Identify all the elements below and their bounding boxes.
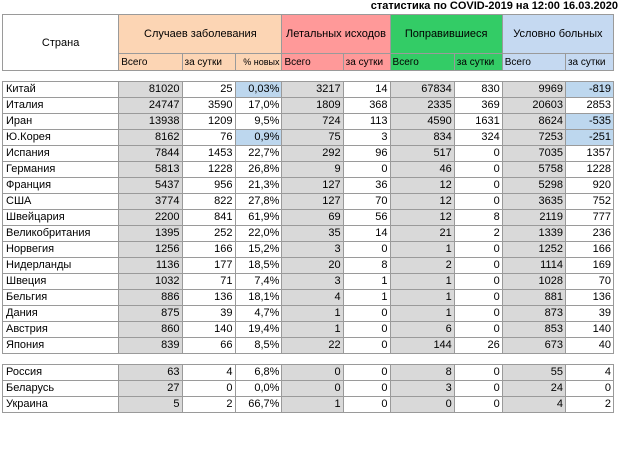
deaths-total-cell: 1 [282,397,343,413]
country-cell: Франция [3,178,119,194]
sick-total-cell: 1028 [502,274,565,290]
cases-total-cell: 1136 [119,258,182,274]
cases-day-cell: 0 [182,381,235,397]
deaths-total-cell: 3 [282,274,343,290]
recovered-day-cell: 830 [454,82,502,98]
recovered-total-cell: 12 [390,194,454,210]
header-row-groups [3,15,614,54]
sick-day-cell: 136 [565,290,613,306]
table-row [3,146,614,162]
deaths-day-cell: 0 [343,306,390,322]
header-recovered-day: за сутки [454,54,502,71]
cases-day-cell: 140 [182,322,235,338]
recovered-day-cell: 8 [454,210,502,226]
table-row [3,258,614,274]
header-sick-total: Всего [502,54,565,71]
sick-total-cell: 873 [502,306,565,322]
country-cell: Нидерланды [3,258,119,274]
deaths-day-cell: 0 [343,162,390,178]
cases-day-cell: 25 [182,82,235,98]
cases-total-cell: 875 [119,306,182,322]
country-cell: Великобритания [3,226,119,242]
cases-day-cell: 136 [182,290,235,306]
sick-day-cell: 236 [565,226,613,242]
deaths-total-cell: 1 [282,322,343,338]
recovered-day-cell: 0 [454,178,502,194]
table-row [3,397,614,413]
deaths-total-cell: 0 [282,365,343,381]
cases-day-cell: 3590 [182,98,235,114]
cases-pct-cell: 4,7% [235,306,282,322]
sick-day-cell: 2853 [565,98,613,114]
deaths-day-cell: 14 [343,82,390,98]
deaths-total-cell: 127 [282,194,343,210]
sick-total-cell: 1339 [502,226,565,242]
cases-pct-cell: 0,0% [235,381,282,397]
sick-day-cell: 1228 [565,162,613,178]
table-row [3,381,614,397]
recovered-day-cell: 2 [454,226,502,242]
sick-day-cell: -535 [565,114,613,130]
country-cell: Швейцария [3,210,119,226]
deaths-day-cell: 368 [343,98,390,114]
cases-day-cell: 1228 [182,162,235,178]
sick-total-cell: 5298 [502,178,565,194]
sick-day-cell: 0 [565,381,613,397]
table-row [3,365,614,381]
table-row [3,98,614,114]
table-row [3,114,614,130]
table-row [3,210,614,226]
sick-day-cell: 140 [565,322,613,338]
sick-day-cell: 169 [565,258,613,274]
cases-total-cell: 1256 [119,242,182,258]
deaths-total-cell: 69 [282,210,343,226]
cases-total-cell: 3774 [119,194,182,210]
deaths-day-cell: 0 [343,322,390,338]
header-recovered-total: Всего [390,54,454,71]
deaths-day-cell: 113 [343,114,390,130]
cases-total-cell: 860 [119,322,182,338]
cases-day-cell: 166 [182,242,235,258]
cases-day-cell: 1209 [182,114,235,130]
deaths-day-cell: 0 [343,338,390,354]
sick-total-cell: 5758 [502,162,565,178]
cases-day-cell: 76 [182,130,235,146]
cases-total-cell: 81020 [119,82,182,98]
cases-pct-cell: 22,0% [235,226,282,242]
header-cases-pct: % новых [235,54,282,71]
sick-day-cell: 4 [565,365,613,381]
deaths-day-cell: 8 [343,258,390,274]
sick-total-cell: 7035 [502,146,565,162]
recovered-total-cell: 21 [390,226,454,242]
cases-day-cell: 841 [182,210,235,226]
recovered-day-cell: 0 [454,146,502,162]
cases-day-cell: 39 [182,306,235,322]
cases-day-cell: 2 [182,397,235,413]
sick-total-cell: 55 [502,365,565,381]
country-cell: Беларусь [3,381,119,397]
sick-total-cell: 4 [502,397,565,413]
country-cell: Испания [3,146,119,162]
country-cell: Швеция [3,274,119,290]
cases-total-cell: 13938 [119,114,182,130]
table-row [3,322,614,338]
header-cases: Случаев заболевания [119,15,282,54]
deaths-day-cell: 96 [343,146,390,162]
table-row [3,178,614,194]
recovered-total-cell: 3 [390,381,454,397]
recovered-day-cell: 0 [454,258,502,274]
sick-day-cell: 920 [565,178,613,194]
table-row [3,194,614,210]
recovered-day-cell: 369 [454,98,502,114]
table-row [3,130,614,146]
header-deaths-total: Всего [282,54,343,71]
recovered-total-cell: 12 [390,178,454,194]
header-sick: Условно больных [502,15,613,54]
cases-day-cell: 822 [182,194,235,210]
cases-total-cell: 886 [119,290,182,306]
country-cell: Бельгия [3,290,119,306]
spacer-row-top [3,71,614,82]
country-cell: США [3,194,119,210]
recovered-total-cell: 1 [390,242,454,258]
sick-day-cell: 2 [565,397,613,413]
deaths-day-cell: 0 [343,397,390,413]
recovered-total-cell: 2335 [390,98,454,114]
cases-pct-cell: 61,9% [235,210,282,226]
sick-total-cell: 24 [502,381,565,397]
cases-pct-cell: 21,3% [235,178,282,194]
header-deaths-day: за сутки [343,54,390,71]
sick-day-cell: -819 [565,82,613,98]
deaths-total-cell: 20 [282,258,343,274]
cases-pct-cell: 9,5% [235,114,282,130]
recovered-total-cell: 1 [390,306,454,322]
table-row [3,162,614,178]
sick-total-cell: 1114 [502,258,565,274]
country-cell: Китай [3,82,119,98]
header-cases-day: за сутки [182,54,235,71]
cases-day-cell: 1453 [182,146,235,162]
recovered-day-cell: 26 [454,338,502,354]
recovered-total-cell: 46 [390,162,454,178]
cases-pct-cell: 22,7% [235,146,282,162]
recovered-total-cell: 67834 [390,82,454,98]
cases-pct-cell: 26,8% [235,162,282,178]
cases-day-cell: 177 [182,258,235,274]
spacer-row-middle [3,354,614,365]
sick-total-cell: 853 [502,322,565,338]
country-cell: Япония [3,338,119,354]
cases-pct-cell: 0,9% [235,130,282,146]
sick-total-cell: 8624 [502,114,565,130]
country-cell: Дания [3,306,119,322]
cases-day-cell: 956 [182,178,235,194]
recovered-total-cell: 0 [390,397,454,413]
table-row [3,338,614,354]
sick-day-cell: 70 [565,274,613,290]
recovered-day-cell: 0 [454,306,502,322]
deaths-day-cell: 3 [343,130,390,146]
country-cell: Иран [3,114,119,130]
recovered-total-cell: 144 [390,338,454,354]
recovered-total-cell: 8 [390,365,454,381]
cases-day-cell: 4 [182,365,235,381]
recovered-day-cell: 0 [454,322,502,338]
deaths-total-cell: 127 [282,178,343,194]
recovered-day-cell: 0 [454,194,502,210]
sick-day-cell: 40 [565,338,613,354]
country-cell: Норвегия [3,242,119,258]
cases-day-cell: 252 [182,226,235,242]
table-row [3,306,614,322]
cases-pct-cell: 17,0% [235,98,282,114]
table-row [3,290,614,306]
recovered-total-cell: 1 [390,290,454,306]
country-cell: Россия [3,365,119,381]
sick-total-cell: 1252 [502,242,565,258]
recovered-day-cell: 0 [454,381,502,397]
table-row [3,82,614,98]
deaths-day-cell: 1 [343,274,390,290]
cases-day-cell: 71 [182,274,235,290]
sick-day-cell: 1357 [565,146,613,162]
cases-total-cell: 5 [119,397,182,413]
cases-day-cell: 66 [182,338,235,354]
table-row [3,226,614,242]
recovered-total-cell: 1 [390,274,454,290]
deaths-total-cell: 1 [282,306,343,322]
country-cell: Италия [3,98,119,114]
recovered-total-cell: 2 [390,258,454,274]
deaths-day-cell: 1 [343,290,390,306]
deaths-total-cell: 75 [282,130,343,146]
cases-pct-cell: 19,4% [235,322,282,338]
sick-day-cell: 777 [565,210,613,226]
deaths-day-cell: 0 [343,381,390,397]
cases-pct-cell: 27,8% [235,194,282,210]
country-cell: Украина [3,397,119,413]
deaths-day-cell: 70 [343,194,390,210]
cases-total-cell: 63 [119,365,182,381]
deaths-total-cell: 9 [282,162,343,178]
deaths-total-cell: 1809 [282,98,343,114]
recovered-day-cell: 0 [454,242,502,258]
sick-total-cell: 9969 [502,82,565,98]
recovered-day-cell: 1631 [454,114,502,130]
cases-total-cell: 5437 [119,178,182,194]
recovered-total-cell: 12 [390,210,454,226]
header-deaths: Летальных исходов [282,15,390,54]
deaths-total-cell: 35 [282,226,343,242]
cases-total-cell: 839 [119,338,182,354]
deaths-day-cell: 36 [343,178,390,194]
sick-day-cell: -251 [565,130,613,146]
country-cell: Ю.Корея [3,130,119,146]
header-sick-day: за сутки [565,54,613,71]
deaths-day-cell: 56 [343,210,390,226]
header-recovered: Поправившиеся [390,15,502,54]
recovered-day-cell: 0 [454,397,502,413]
recovered-day-cell: 0 [454,274,502,290]
cases-total-cell: 24747 [119,98,182,114]
table-row [3,242,614,258]
cases-total-cell: 2200 [119,210,182,226]
table-row [3,274,614,290]
recovered-total-cell: 517 [390,146,454,162]
cases-total-cell: 1395 [119,226,182,242]
cases-pct-cell: 0,03% [235,82,282,98]
deaths-total-cell: 3217 [282,82,343,98]
deaths-day-cell: 0 [343,242,390,258]
recovered-day-cell: 0 [454,365,502,381]
sick-day-cell: 166 [565,242,613,258]
cases-pct-cell: 7,4% [235,274,282,290]
sick-total-cell: 20603 [502,98,565,114]
header-cases-total: Всего [119,54,182,71]
sick-total-cell: 2119 [502,210,565,226]
cases-total-cell: 1032 [119,274,182,290]
spacer-cell [3,354,614,365]
page-title: статистика по COVID-2019 на 12:00 16.03.2020 [370,0,618,12]
deaths-total-cell: 3 [282,242,343,258]
cases-pct-cell: 6,8% [235,365,282,381]
sick-total-cell: 3635 [502,194,565,210]
deaths-total-cell: 4 [282,290,343,306]
cases-total-cell: 8162 [119,130,182,146]
country-cell: Германия [3,162,119,178]
spacer-cell [3,71,614,82]
recovered-day-cell: 0 [454,290,502,306]
cases-pct-cell: 18,1% [235,290,282,306]
sick-day-cell: 39 [565,306,613,322]
deaths-total-cell: 0 [282,381,343,397]
deaths-day-cell: 14 [343,226,390,242]
deaths-day-cell: 0 [343,365,390,381]
sick-total-cell: 881 [502,290,565,306]
deaths-total-cell: 292 [282,146,343,162]
recovered-total-cell: 834 [390,130,454,146]
deaths-total-cell: 22 [282,338,343,354]
recovered-day-cell: 324 [454,130,502,146]
header-country: Страна [3,15,119,71]
covid-stats-table [2,14,614,413]
recovered-day-cell: 0 [454,162,502,178]
sick-day-cell: 752 [565,194,613,210]
sick-total-cell: 7253 [502,130,565,146]
cases-pct-cell: 18,5% [235,258,282,274]
cases-total-cell: 27 [119,381,182,397]
cases-total-cell: 7844 [119,146,182,162]
cases-pct-cell: 15,2% [235,242,282,258]
recovered-total-cell: 6 [390,322,454,338]
recovered-total-cell: 4590 [390,114,454,130]
cases-total-cell: 5813 [119,162,182,178]
cases-pct-cell: 66,7% [235,397,282,413]
country-cell: Австрия [3,322,119,338]
deaths-total-cell: 724 [282,114,343,130]
sick-total-cell: 673 [502,338,565,354]
cases-pct-cell: 8,5% [235,338,282,354]
